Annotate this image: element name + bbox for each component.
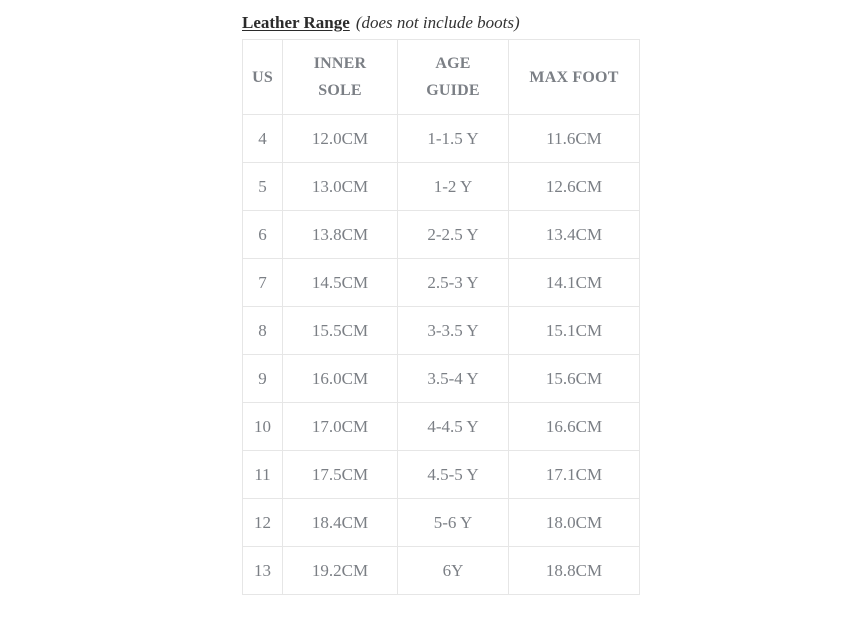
cell-us: 7 [243,259,283,307]
header-age-guide [398,40,509,115]
cell-us: 13 [243,547,283,595]
table-row [243,403,640,451]
cell-age-guide: 3-3.5 Y [398,307,509,355]
cell-inner-sole: 17.5CM [283,451,398,499]
header-inner-sole-line1: INNER [313,55,367,72]
header-us [243,40,283,115]
cell-max-foot: 17.1CM [509,451,640,499]
table-row [243,355,640,403]
table-row [243,547,640,595]
heading-note: (does not include boots) [355,13,520,32]
header-age-guide-line1: AGE [435,55,471,72]
header-inner-sole-line2: SOLE [318,82,362,99]
table-row [243,451,640,499]
cell-inner-sole: 19.2CM [283,547,398,595]
cell-age-guide: 2.5-3 Y [398,259,509,307]
cell-inner-sole: 13.0CM [283,163,398,211]
cell-us: 10 [243,403,283,451]
table-row [243,499,640,547]
cell-us: 12 [243,499,283,547]
header-us-label: US [252,68,273,86]
cell-inner-sole: 12.0CM [283,115,398,163]
cell-us: 6 [243,211,283,259]
cell-inner-sole: 16.0CM [283,355,398,403]
table-row [243,163,640,211]
table-row [243,115,640,163]
cell-max-foot: 18.0CM [509,499,640,547]
cell-max-foot: 14.1CM [509,259,640,307]
cell-max-foot: 16.6CM [509,403,640,451]
cell-max-foot: 18.8CM [509,547,640,595]
cell-max-foot: 15.6CM [509,355,640,403]
header-row [243,40,640,115]
cell-age-guide: 1-1.5 Y [398,115,509,163]
cell-age-guide: 5-6 Y [398,499,509,547]
header-inner-sole [283,40,398,115]
size-table [242,39,640,595]
cell-age-guide: 3.5-4 Y [398,355,509,403]
header-age-guide-line2: GUIDE [426,82,480,99]
cell-us: 4 [243,115,283,163]
cell-inner-sole: 17.0CM [283,403,398,451]
cell-us: 11 [243,451,283,499]
cell-age-guide: 6Y [398,547,509,595]
cell-age-guide: 4-4.5 Y [398,403,509,451]
cell-us: 8 [243,307,283,355]
table-heading [242,13,520,33]
cell-age-guide: 2-2.5 Y [398,211,509,259]
table-row [243,259,640,307]
cell-max-foot: 13.4CM [509,211,640,259]
cell-max-foot: 15.1CM [509,307,640,355]
heading-title: Leather Range [242,13,350,32]
cell-inner-sole: 13.8CM [283,211,398,259]
header-max-foot-label: MAX FOOT [529,68,619,86]
cell-max-foot: 12.6CM [509,163,640,211]
cell-inner-sole: 18.4CM [283,499,398,547]
table-row [243,307,640,355]
header-max-foot [509,40,640,115]
table-row [243,211,640,259]
cell-age-guide: 1-2 Y [398,163,509,211]
cell-us: 9 [243,355,283,403]
cell-us: 5 [243,163,283,211]
cell-max-foot: 11.6CM [509,115,640,163]
cell-inner-sole: 14.5CM [283,259,398,307]
cell-inner-sole: 15.5CM [283,307,398,355]
cell-age-guide: 4.5-5 Y [398,451,509,499]
